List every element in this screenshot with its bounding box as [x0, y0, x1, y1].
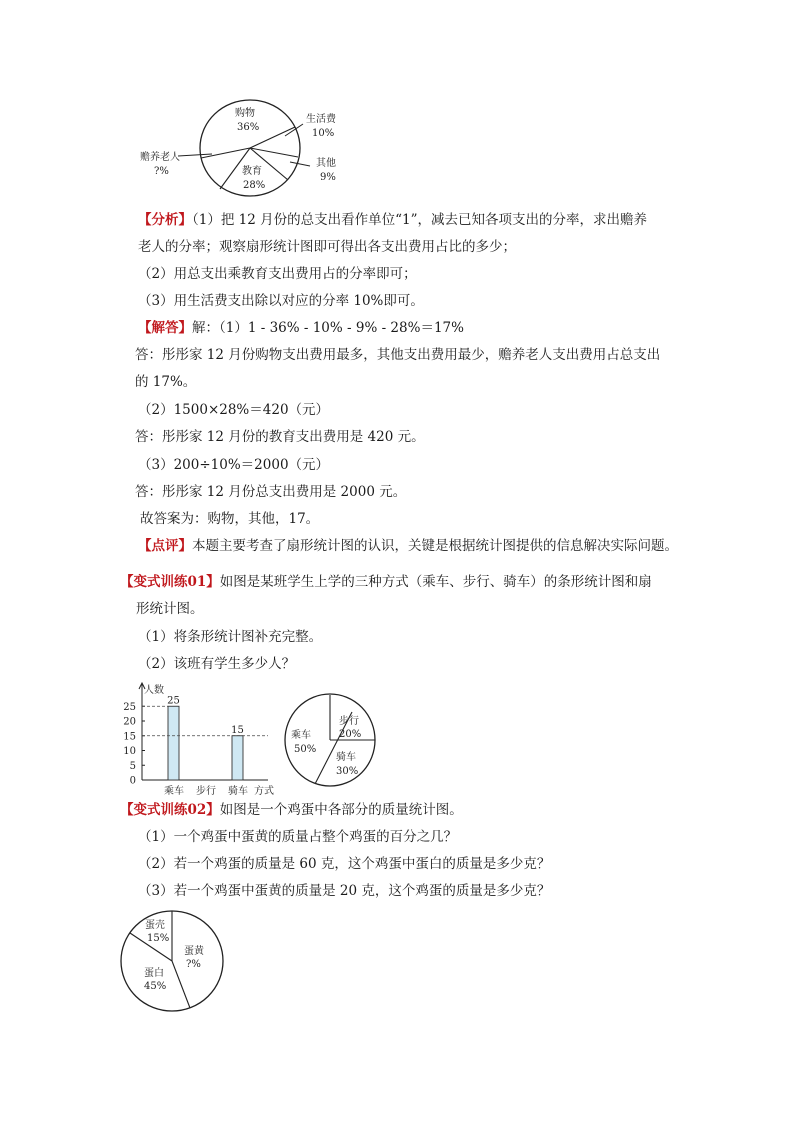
exercise1-line-2: 形统计图。	[136, 601, 204, 617]
exercise1-tag: 【变式训练01】	[120, 574, 220, 590]
y-tick-label-0: 0	[129, 775, 136, 787]
label-other: 其他	[316, 158, 336, 169]
exercise1-text-1: 如图是某班学生上学的三种方式（乘车、步行、骑车）的条形统计图和扇	[219, 574, 652, 590]
pct-living: 10%	[312, 128, 335, 139]
x-axis-label: 方式	[254, 786, 274, 797]
exercise1-q1: （1）将条形统计图补充完整。	[138, 629, 323, 645]
pct-shopping: 36%	[237, 122, 260, 133]
exercise1-q2: （2）该班有学生多少人？	[138, 656, 296, 672]
comment-tag: 【点评】	[138, 538, 192, 554]
pct-elderly: ?%	[154, 166, 169, 177]
analysis-line-2: 老人的分率；观察扇形统计图即可得出各支出费用占比的多少；	[138, 239, 516, 255]
label-education: 教育	[242, 166, 262, 177]
y-tick-label-20: 20	[123, 716, 136, 728]
label-walk: 步行	[339, 716, 359, 727]
bar-value-label-0: 25	[167, 695, 180, 707]
analysis-line-1	[138, 210, 647, 230]
answer-line-6: （3）200÷10%＝2000（元）	[138, 457, 330, 473]
analysis-tag: 【分析】	[138, 212, 192, 228]
answer-line-2: 答：彤彤家 12 月份购物支出费用最多，其他支出费用最少，赡养老人支出费用占总支出	[135, 347, 661, 363]
x-tick-label-2: 骑车	[228, 786, 248, 797]
exercise2-line-1	[120, 800, 463, 820]
exercise1-line-1	[120, 572, 652, 592]
bar-2	[232, 736, 243, 780]
label-yolk: 蛋黄	[184, 946, 204, 957]
egg-pie-chart	[116, 908, 226, 1014]
label-elderly: 赡养老人	[140, 152, 180, 163]
y-tick-label-25: 25	[123, 701, 136, 713]
commute-bar-chart	[118, 678, 278, 800]
label-white: 蛋白	[144, 968, 164, 979]
exercise2-q1: （1）一个鸡蛋中蛋黄的质量占整个鸡蛋的百分之几？	[138, 829, 458, 845]
y-axis-label: 人数	[144, 685, 164, 696]
pct-ride: 50%	[294, 744, 317, 755]
answer-line-8: 故答案为：购物，其他，17。	[140, 511, 320, 527]
answer-text-1: 解：（1）1 - 36% - 10% - 9% - 28%＝17%	[192, 320, 464, 336]
label-bike: 骑车	[336, 752, 356, 763]
answer-tag: 【解答】	[138, 320, 192, 336]
y-tick-label-15: 15	[123, 731, 136, 743]
commute-pie-chart	[282, 690, 378, 790]
answer-line-1	[138, 318, 464, 338]
answer-line-3: 的 17%。	[135, 374, 197, 390]
label-ride: 乘车	[291, 730, 311, 741]
answer-line-4: （2）1500×28%＝420（元）	[138, 402, 330, 418]
pct-yolk: ?%	[186, 959, 201, 970]
exercise2-tag: 【变式训练02】	[120, 802, 220, 818]
x-tick-label-0: 乘车	[164, 786, 184, 797]
pct-shell: 15%	[147, 933, 170, 944]
y-tick-label-5: 5	[129, 760, 136, 772]
x-tick-label-1: 步行	[196, 786, 216, 797]
answer-line-7: 答：彤彤家 12 月份总支出费用是 2000 元。	[135, 484, 407, 500]
analysis-line-4: （3）用生活费支出除以对应的分率 10%即可。	[138, 293, 424, 309]
bar-value-label-2: 15	[231, 724, 244, 736]
exercise2-q3: （3）若一个鸡蛋中蛋黄的质量是 20 克，这个鸡蛋的质量是多少克？	[138, 883, 551, 899]
pct-other: 9%	[320, 172, 336, 183]
expense-pie-chart	[140, 94, 350, 202]
y-tick-label-10: 10	[123, 746, 136, 757]
label-shell: 蛋壳	[145, 920, 165, 931]
answer-line-5: 答：彤彤家 12 月份的教育支出费用是 420 元。	[135, 429, 425, 445]
comment-text: 本题主要考查了扇形统计图的认识，关键是根据统计图提供的信息解决实际问题。	[192, 538, 678, 554]
pct-education: 28%	[243, 180, 266, 191]
analysis-text-1: （1）把 12 月份的总支出看作单位“1”，减去已知各项支出的分率，求出赡养	[192, 212, 647, 228]
pct-bike: 30%	[336, 766, 359, 777]
exercise2-text-1: 如图是一个鸡蛋中各部分的质量统计图。	[219, 802, 463, 818]
analysis-line-3: （2）用总支出乘教育支出费用占的分率即可；	[138, 266, 417, 282]
bar-0	[168, 706, 179, 780]
comment-line	[138, 536, 678, 556]
label-shopping: 购物	[235, 108, 255, 119]
pct-walk: 20%	[339, 729, 362, 740]
pct-white: 45%	[144, 981, 167, 992]
exercise2-q2: （2）若一个鸡蛋的质量是 60 克，这个鸡蛋中蛋白的质量是多少克？	[138, 856, 551, 872]
label-living: 生活费	[306, 114, 336, 125]
